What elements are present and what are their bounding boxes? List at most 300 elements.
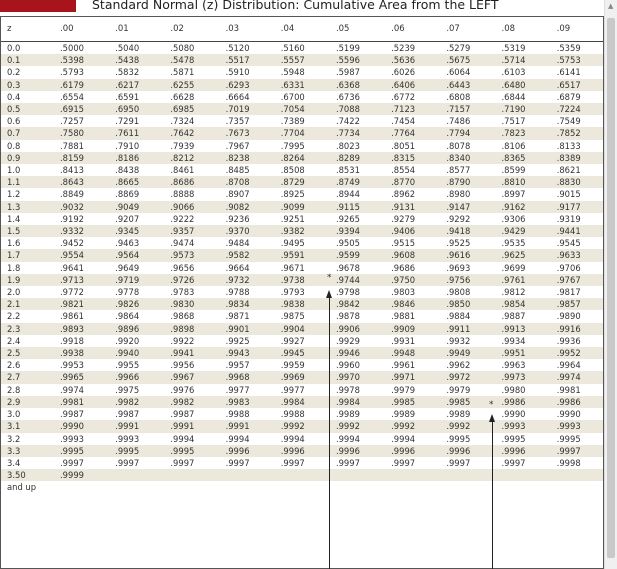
area-cell: .9418 [437, 225, 492, 237]
area-cell: .9918 [60, 335, 84, 346]
area-cell: .9616 [437, 249, 492, 261]
area-cell: .5557 [272, 54, 327, 66]
area-cell: .8944 [335, 189, 360, 200]
area-cell: .5714 [493, 54, 548, 66]
z-value-cell: 2.2 [7, 311, 21, 322]
area-cell: .9996 [217, 445, 272, 457]
area-cell: .9962 [446, 360, 471, 371]
area-cell: .9982 [161, 396, 216, 408]
area-cell [272, 469, 327, 481]
area-cell: .8962 [391, 189, 416, 200]
area-cell: .9082 [217, 201, 272, 213]
column-header: .07 [437, 17, 492, 42]
area-cell: .9693 [446, 262, 471, 273]
table-row [1, 298, 603, 310]
area-cell: .9846 [382, 298, 437, 310]
area-cell: .9370 [217, 225, 272, 237]
table-row [1, 323, 603, 335]
z-value-cell: 1.9 [1, 274, 51, 286]
area-cell: .9772 [60, 287, 84, 298]
area-cell: .9671 [280, 262, 305, 273]
area-cell: .9973 [493, 371, 548, 383]
area-cell: .5636 [382, 54, 437, 66]
area-cell: .9842 [327, 298, 382, 310]
area-cell: .9993 [548, 420, 603, 432]
table-row [1, 201, 603, 213]
z-value-cell: 2.1 [1, 298, 51, 310]
area-cell: .5793 [60, 67, 84, 78]
area-cell: .9920 [115, 335, 140, 346]
area-cell: .9564 [106, 249, 161, 261]
area-cell: .9993 [115, 433, 140, 444]
area-cell: .6879 [556, 91, 581, 102]
area-cell: .9515 [391, 238, 416, 249]
area-cell: .9966 [106, 371, 161, 383]
table-row [1, 115, 603, 127]
area-cell: .5319 [501, 43, 526, 53]
area-cell [272, 481, 327, 493]
area-cell: .8365 [493, 152, 548, 164]
area-cell: .9995 [161, 445, 216, 457]
z-value-cell: 0.9 [1, 152, 51, 164]
area-cell: .5239 [391, 43, 416, 53]
area-cell: .9641 [60, 262, 84, 273]
area-cell: .9988 [225, 409, 250, 420]
area-cell: .9968 [217, 371, 272, 383]
area-cell: .9812 [501, 287, 526, 298]
area-cell: .9911 [437, 323, 492, 335]
area-cell: .9995 [556, 433, 581, 444]
table-row [1, 140, 603, 152]
area-cell: .5160 [280, 43, 305, 53]
area-cell: .9996 [382, 445, 437, 457]
area-cell: .9162 [493, 201, 548, 213]
table-row [1, 103, 603, 115]
table-row [1, 262, 603, 274]
table-row [1, 371, 603, 383]
area-cell: .7642 [161, 127, 216, 139]
area-cell: .9854 [493, 298, 548, 310]
area-cell: .6844 [501, 91, 526, 102]
area-cell: .9996 [493, 445, 548, 457]
area-cell [161, 469, 216, 481]
z-value-cell: 1.3 [1, 201, 51, 213]
area-cell: .9484 [225, 238, 250, 249]
area-cell: .9997 [280, 457, 305, 468]
area-cell: .9896 [106, 323, 161, 335]
z-value-cell: 0.8 [7, 140, 21, 151]
area-cell: .9452 [60, 238, 84, 249]
area-cell: .9744 [327, 274, 382, 286]
area-cell: .9207 [115, 213, 140, 224]
z-value-cell: 2.5 [1, 347, 51, 359]
area-cell: .8869 [115, 189, 140, 200]
area-cell: .9861 [60, 311, 84, 322]
area-cell: .9995 [51, 445, 106, 457]
area-cell [217, 469, 272, 481]
area-cell: .8577 [446, 165, 471, 176]
area-cell: .7517 [501, 116, 526, 127]
area-cell: .7422 [335, 116, 360, 127]
area-cell: .9981 [51, 396, 106, 408]
area-cell: .9992 [437, 420, 492, 432]
area-cell: .9279 [391, 213, 416, 224]
z-value-cell: and up [7, 482, 37, 493]
area-cell: .9994 [335, 433, 360, 444]
area-cell: .6255 [161, 79, 216, 91]
area-cell: .8599 [501, 165, 526, 176]
area-cell: .9992 [327, 420, 382, 432]
area-cell [106, 469, 161, 481]
area-cell: .6293 [217, 79, 272, 91]
area-cell: .8770 [382, 176, 437, 188]
column-header: .06 [382, 17, 437, 42]
area-cell: .9990 [501, 409, 526, 420]
area-cell: .9997 [170, 457, 195, 468]
area-cell: .9994 [391, 433, 416, 444]
z-value-cell: 1.1 [1, 176, 51, 188]
table-row [1, 347, 603, 359]
area-cell [437, 469, 492, 481]
area-cell: .7764 [382, 127, 437, 139]
area-cell [51, 481, 106, 493]
area-cell: .9965 [51, 371, 106, 383]
area-cell: .9656 [170, 262, 195, 273]
area-cell: .9633 [548, 249, 603, 261]
area-cell: .7088 [327, 103, 382, 115]
area-cell [327, 469, 382, 481]
area-cell: .9984 [272, 396, 327, 408]
area-cell: .9922 [170, 335, 195, 346]
z-value-cell: 1.4 [7, 213, 21, 224]
area-cell: .7881 [60, 140, 84, 151]
area-cell: .7454 [391, 116, 416, 127]
area-cell: .9265 [335, 213, 360, 224]
area-cell: .8438 [115, 165, 140, 176]
z-value-cell: 2.9 [1, 396, 51, 408]
area-cell: .8186 [106, 152, 161, 164]
table-row [1, 127, 603, 139]
area-cell [437, 481, 492, 493]
z-value-cell: 3.4 [7, 457, 21, 468]
area-cell: .8729 [272, 176, 327, 188]
area-cell: .9999 [51, 469, 106, 481]
z-value-cell: 2.6 [7, 360, 21, 371]
star-marker-1: * [327, 273, 332, 283]
area-cell: .9222 [170, 213, 195, 224]
area-cell: .9664 [225, 262, 250, 273]
area-cell: .9955 [115, 360, 140, 371]
area-cell: .7257 [60, 116, 84, 127]
z-value-cell: 0.1 [1, 54, 51, 66]
area-cell: .5398 [51, 54, 106, 66]
vertical-scrollbar[interactable] [604, 0, 617, 569]
z-value-cell: 1.0 [7, 165, 21, 176]
header-row [1, 17, 603, 42]
area-cell: .9793 [280, 287, 305, 298]
area-cell: .9991 [106, 420, 161, 432]
area-cell: .9995 [106, 445, 161, 457]
area-cell: .8389 [548, 152, 603, 164]
area-cell: .9147 [437, 201, 492, 213]
area-cell: .9767 [548, 274, 603, 286]
area-cell [217, 481, 272, 493]
column-header: .05 [327, 17, 382, 42]
area-cell: .9979 [446, 384, 471, 395]
area-cell: .8849 [60, 189, 84, 200]
area-cell [382, 481, 437, 493]
area-cell: .9972 [437, 371, 492, 383]
area-cell: .9599 [327, 249, 382, 261]
area-cell: .6772 [391, 91, 416, 102]
area-cell: .9345 [106, 225, 161, 237]
area-cell: .8790 [437, 176, 492, 188]
area-cell: .9032 [51, 201, 106, 213]
area-cell: .9980 [501, 384, 526, 395]
area-cell: .9987 [60, 409, 84, 420]
area-cell: .5279 [446, 43, 471, 53]
area-cell: .9946 [327, 347, 382, 359]
area-cell: .9573 [161, 249, 216, 261]
area-cell: .9936 [556, 335, 581, 346]
area-cell: .9706 [556, 262, 581, 273]
area-cell: .7190 [493, 103, 548, 115]
area-cell: .6443 [437, 79, 492, 91]
area-cell: .9986 [548, 396, 603, 408]
area-cell: .9985 [437, 396, 492, 408]
area-cell: .9535 [501, 238, 526, 249]
area-cell: .9949 [437, 347, 492, 359]
area-cell: .7324 [170, 116, 195, 127]
area-cell: .9394 [327, 225, 382, 237]
area-cell: .9850 [437, 298, 492, 310]
area-cell: .9192 [60, 213, 84, 224]
area-cell: .9066 [161, 201, 216, 213]
table-row [1, 249, 603, 261]
area-cell: .5040 [115, 43, 140, 53]
area-cell: .9099 [272, 201, 327, 213]
table-row [1, 152, 603, 164]
area-cell: .9474 [170, 238, 195, 249]
area-cell: .7549 [556, 116, 581, 127]
z-value-cell: 0.5 [1, 103, 51, 115]
title-bar [0, 0, 617, 12]
area-cell: .9957 [225, 360, 250, 371]
area-cell: .6217 [106, 79, 161, 91]
area-cell: .9406 [382, 225, 437, 237]
area-cell: .8810 [493, 176, 548, 188]
area-cell: .8531 [335, 165, 360, 176]
area-cell: .6915 [51, 103, 106, 115]
area-cell: .9929 [335, 335, 360, 346]
area-cell: .6331 [272, 79, 327, 91]
area-cell: .7019 [217, 103, 272, 115]
table-row [1, 225, 603, 237]
z-value-cell: 0.0 [7, 43, 21, 53]
area-cell: .9992 [382, 420, 437, 432]
area-cell: .5948 [280, 67, 305, 78]
scroll-up-icon[interactable]: ▲ [608, 2, 614, 10]
scrollbar-thumb[interactable] [607, 18, 615, 558]
area-cell: .9803 [391, 287, 416, 298]
area-cell: .9554 [51, 249, 106, 261]
area-cell [493, 469, 548, 481]
area-cell: .9970 [327, 371, 382, 383]
table-row [1, 286, 603, 298]
area-cell: .8621 [556, 165, 581, 176]
area-cell: .9997 [60, 457, 84, 468]
area-cell: .7291 [115, 116, 140, 127]
area-cell: .9995 [501, 433, 526, 444]
area-cell: .7357 [225, 116, 250, 127]
table-row [1, 176, 603, 188]
table-row [1, 310, 603, 322]
area-cell: .9884 [446, 311, 471, 322]
area-cell: .9732 [217, 274, 272, 286]
area-cell: .9913 [493, 323, 548, 335]
area-cell: .9881 [391, 311, 416, 322]
area-cell: .8078 [446, 140, 471, 151]
z-value-cell: 1.2 [7, 189, 21, 200]
area-cell: .9985 [382, 396, 437, 408]
area-cell: .5517 [217, 54, 272, 66]
area-cell: .7054 [272, 103, 327, 115]
area-cell: .9982 [106, 396, 161, 408]
area-cell: .9963 [501, 360, 526, 371]
area-cell: .6406 [382, 79, 437, 91]
area-cell: .5478 [161, 54, 216, 66]
area-cell: .9997 [335, 457, 360, 468]
area-cell: .5438 [106, 54, 161, 66]
area-cell: .9788 [225, 287, 250, 298]
area-cell: .9306 [501, 213, 526, 224]
area-cell: .7734 [327, 127, 382, 139]
area-cell: .9998 [556, 457, 581, 468]
area-cell: .9750 [382, 274, 437, 286]
area-cell: .9953 [60, 360, 84, 371]
area-cell: .8106 [501, 140, 526, 151]
area-cell: .9978 [335, 384, 360, 395]
area-cell: .9719 [106, 274, 161, 286]
area-cell: .9292 [446, 213, 471, 224]
z-value-cell: 3.50 [1, 469, 51, 481]
area-cell: .9989 [446, 409, 471, 420]
area-cell: .9726 [161, 274, 216, 286]
column-header: .04 [272, 17, 327, 42]
table-row [1, 54, 603, 66]
area-cell: .9997 [391, 457, 416, 468]
area-cell: .9441 [548, 225, 603, 237]
area-cell: .9525 [446, 238, 471, 249]
area-cell: .9893 [51, 323, 106, 335]
area-cell: .9738 [272, 274, 327, 286]
area-cell: .9938 [51, 347, 106, 359]
area-cell: .9901 [217, 323, 272, 335]
area-cell: .9429 [493, 225, 548, 237]
z-value-cell: 0.6 [7, 116, 21, 127]
z-value-cell: 1.8 [7, 262, 21, 273]
area-cell: .8340 [437, 152, 492, 164]
area-cell: .9997 [548, 445, 603, 457]
area-cell: .9115 [327, 201, 382, 213]
area-cell: .9997 [225, 457, 250, 468]
area-cell: .9976 [170, 384, 195, 395]
area-cell: .9821 [51, 298, 106, 310]
area-cell: .9996 [437, 445, 492, 457]
area-cell: .9875 [280, 311, 305, 322]
area-cell: .9961 [391, 360, 416, 371]
area-cell: .9987 [170, 409, 195, 420]
area-cell: .9868 [170, 311, 195, 322]
area-cell: .9927 [280, 335, 305, 346]
area-cell: .9993 [60, 433, 84, 444]
area-cell: .8413 [60, 165, 84, 176]
z-value-cell: 3.2 [7, 433, 21, 444]
area-cell: .9997 [115, 457, 140, 468]
area-cell: .9948 [382, 347, 437, 359]
area-cell: .7823 [493, 127, 548, 139]
area-cell: .9591 [272, 249, 327, 261]
z-value-cell: 1.6 [7, 238, 21, 249]
area-cell: .7852 [548, 127, 603, 139]
area-cell: .9971 [382, 371, 437, 383]
table-row [1, 188, 603, 200]
table-row [1, 469, 603, 481]
area-cell: .8907 [225, 189, 250, 200]
z-value-cell: 2.7 [1, 371, 51, 383]
area-cell: .9909 [382, 323, 437, 335]
area-cell: .9699 [501, 262, 526, 273]
area-cell: .9994 [170, 433, 195, 444]
area-cell: .6985 [161, 103, 216, 115]
table-row [1, 213, 603, 225]
area-cell: .9997 [446, 457, 471, 468]
area-cell: .7123 [382, 103, 437, 115]
area-cell: .9990 [51, 420, 106, 432]
table-row [1, 433, 603, 445]
area-cell: .8485 [225, 165, 250, 176]
area-cell: .6628 [170, 91, 195, 102]
table-row [1, 79, 603, 91]
area-cell: .9932 [446, 335, 471, 346]
area-cell: .6517 [548, 79, 603, 91]
table-row [1, 408, 603, 420]
area-cell: .9916 [548, 323, 603, 335]
area-cell: .9878 [335, 311, 360, 322]
table-title: Standard Normal (z) Distribution: Cumulative Area from the LEFT [92, 0, 499, 12]
area-cell: .9678 [335, 262, 360, 273]
area-cell: .8749 [327, 176, 382, 188]
z-value-cell: 2.4 [7, 335, 21, 346]
area-cell: .9890 [556, 311, 581, 322]
area-cell: .9974 [548, 371, 603, 383]
area-cell: .9964 [556, 360, 581, 371]
area-cell: .7224 [548, 103, 603, 115]
area-cell: .9049 [106, 201, 161, 213]
z-value-cell: 0.2 [7, 67, 21, 78]
area-cell: .7967 [225, 140, 250, 151]
area-cell: .8980 [446, 189, 471, 200]
z-value-cell: 0.7 [1, 127, 51, 139]
area-cell: .9713 [51, 274, 106, 286]
area-cell: .8264 [272, 152, 327, 164]
area-cell: .9996 [272, 445, 327, 457]
z-value-cell: 3.0 [7, 409, 21, 420]
area-cell: .7939 [170, 140, 195, 151]
area-cell: .9987 [115, 409, 140, 420]
z-value-cell: 3.3 [1, 445, 51, 457]
area-cell: .8997 [501, 189, 526, 200]
